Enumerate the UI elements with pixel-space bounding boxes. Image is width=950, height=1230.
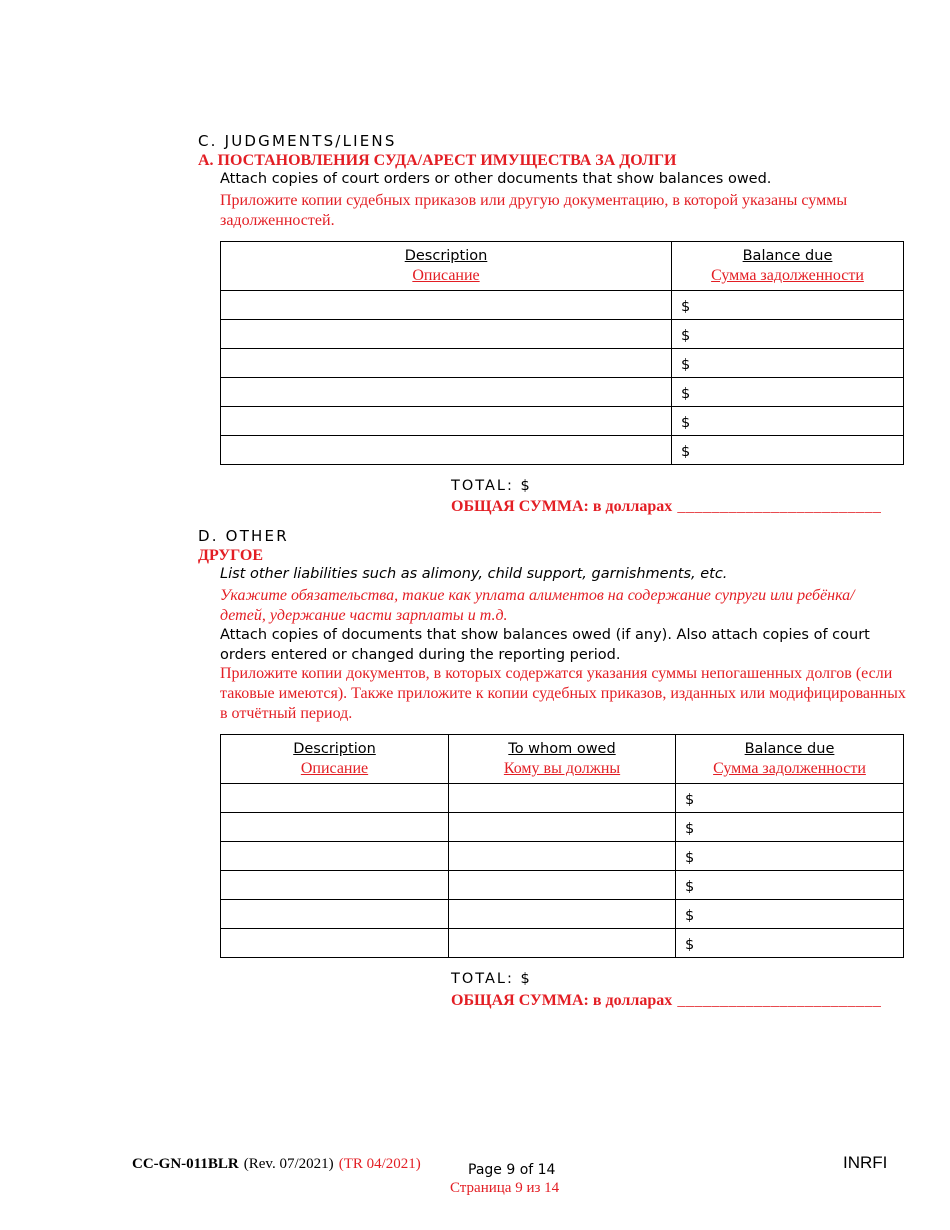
col-owed-header xyxy=(449,735,676,784)
section-c-total-ru-line xyxy=(451,496,881,516)
table-row xyxy=(221,291,904,320)
description-cell[interactable] xyxy=(221,813,449,842)
col-description-label-ru: Описание xyxy=(300,760,369,777)
table-row xyxy=(221,871,904,900)
table-header-row xyxy=(221,242,904,291)
page-number: Page 9 of 14 xyxy=(468,1162,556,1178)
col-owed-label: To whom owed xyxy=(508,741,616,757)
description-cell[interactable] xyxy=(221,320,672,349)
table-row xyxy=(221,813,904,842)
description-cell[interactable] xyxy=(221,842,449,871)
balance-cell[interactable] xyxy=(676,929,904,958)
section-d-total-label: TOTAL: $ xyxy=(451,971,532,987)
description-cell[interactable] xyxy=(221,900,449,929)
form-tag: INRFI xyxy=(843,1153,888,1172)
page-number-ru: Страница 9 из 14 xyxy=(450,1180,560,1196)
table-row xyxy=(221,320,904,349)
currency-label: $ xyxy=(681,298,691,315)
form-revision: (Rev. 07/2021) xyxy=(243,1156,334,1172)
balance-cell[interactable] xyxy=(672,291,904,320)
section-d-total-field[interactable]: ________________________ xyxy=(677,992,882,1009)
description-cell[interactable] xyxy=(221,291,672,320)
form-code: CC-GN-011BLR xyxy=(132,1156,239,1172)
section-d-total-ru-line xyxy=(451,990,881,1010)
currency-label: $ xyxy=(685,907,695,924)
currency-label: $ xyxy=(685,849,695,866)
section-d-attach-instruction: Attach copies of documents that show balances owed (if any). Also attach copies of court orders entered or changed during the reporting period. xyxy=(220,627,870,663)
col-description-label: Description xyxy=(293,741,376,757)
balance-cell[interactable] xyxy=(672,378,904,407)
owed-cell[interactable] xyxy=(449,929,676,958)
section-d-heading-ru: ДРУГОЕ xyxy=(198,547,264,564)
other-liabilities-table xyxy=(220,734,904,958)
section-c-total-field[interactable]: ________________________ xyxy=(677,498,882,515)
currency-label: $ xyxy=(681,443,691,460)
section-d-heading: D. OTHER xyxy=(198,527,289,545)
judgments-table xyxy=(220,241,904,465)
balance-cell[interactable] xyxy=(676,871,904,900)
currency-label: $ xyxy=(681,414,691,431)
section-d-list-instruction: List other liabilities such as alimony, child support, garnishments, etc. xyxy=(220,566,728,582)
owed-cell[interactable] xyxy=(449,871,676,900)
col-balance-label: Balance due xyxy=(744,741,835,757)
col-balance-label: Balance due xyxy=(742,248,833,264)
currency-label: $ xyxy=(685,791,695,808)
col-description-header xyxy=(221,242,672,291)
col-balance-label-ru: Сумма задолженности xyxy=(711,267,864,284)
description-cell[interactable] xyxy=(221,871,449,900)
table-header-row xyxy=(221,735,904,784)
balance-cell[interactable] xyxy=(676,842,904,871)
description-cell[interactable] xyxy=(221,407,672,436)
table-row xyxy=(221,378,904,407)
description-cell[interactable] xyxy=(221,436,672,465)
table-row xyxy=(221,349,904,378)
currency-label: $ xyxy=(685,936,695,953)
balance-cell[interactable] xyxy=(672,436,904,465)
col-balance-label-ru: Сумма задолженности xyxy=(713,760,866,777)
section-c-heading-ru: А. ПОСТАНОВЛЕНИЯ СУДА/АРЕСТ ИМУЩЕСТВА ЗА ДОЛГИ xyxy=(198,152,677,169)
translation-revision: (TR 04/2021) xyxy=(338,1156,421,1172)
footer-form-id xyxy=(132,1153,421,1173)
col-description-label-ru: Описание xyxy=(412,267,480,284)
section-c-instruction: Attach copies of court orders or other documents that show balances owed. xyxy=(220,171,772,187)
table-row xyxy=(221,842,904,871)
col-description-label: Description xyxy=(404,248,488,264)
col-balance-header xyxy=(672,242,904,291)
description-cell[interactable] xyxy=(221,929,449,958)
table-row xyxy=(221,407,904,436)
table-row xyxy=(221,436,904,465)
owed-cell[interactable] xyxy=(449,900,676,929)
description-cell[interactable] xyxy=(221,784,449,813)
currency-label: $ xyxy=(681,356,691,373)
table-row xyxy=(221,784,904,813)
description-cell[interactable] xyxy=(221,378,672,407)
balance-cell[interactable] xyxy=(672,407,904,436)
balance-cell[interactable] xyxy=(672,349,904,378)
section-c-total-label: TOTAL: $ xyxy=(451,478,532,494)
description-cell[interactable] xyxy=(221,349,672,378)
section-c-total-label-ru: ОБЩАЯ СУММА: в долларах xyxy=(451,498,673,515)
section-c-instruction-ru: Приложите копии судебных приказов или другую документацию, в которой указаны суммы задолженностей. xyxy=(220,192,848,229)
table-row xyxy=(221,900,904,929)
section-d-attach-instruction-ru: Приложите копии документов, в которых содержатся указания суммы непогашенных долгов (если таковые имеются). Также приложите к копии судебных приказов, изданных или модифицированных в отчётный период. xyxy=(220,665,906,722)
col-balance-header xyxy=(676,735,904,784)
balance-cell[interactable] xyxy=(676,900,904,929)
currency-label: $ xyxy=(681,327,691,344)
balance-cell[interactable] xyxy=(672,320,904,349)
section-c-heading: C. JUDGMENTS/LIENS xyxy=(198,132,397,150)
col-description-header xyxy=(221,735,449,784)
balance-cell[interactable] xyxy=(676,784,904,813)
col-owed-label-ru: Кому вы должны xyxy=(503,760,621,777)
section-d-total-label-ru: ОБЩАЯ СУММА: в долларах xyxy=(451,992,673,1009)
section-d-list-instruction-ru: Укажите обязательства, такие как уплата алиментов на содержание супруги или ребёнка/детей, удержание части зарплаты и т.д. xyxy=(220,587,855,624)
table-row xyxy=(221,929,904,958)
currency-label: $ xyxy=(681,385,691,402)
owed-cell[interactable] xyxy=(449,813,676,842)
balance-cell[interactable] xyxy=(676,813,904,842)
owed-cell[interactable] xyxy=(449,842,676,871)
owed-cell[interactable] xyxy=(449,784,676,813)
currency-label: $ xyxy=(685,878,695,895)
currency-label: $ xyxy=(685,820,695,837)
